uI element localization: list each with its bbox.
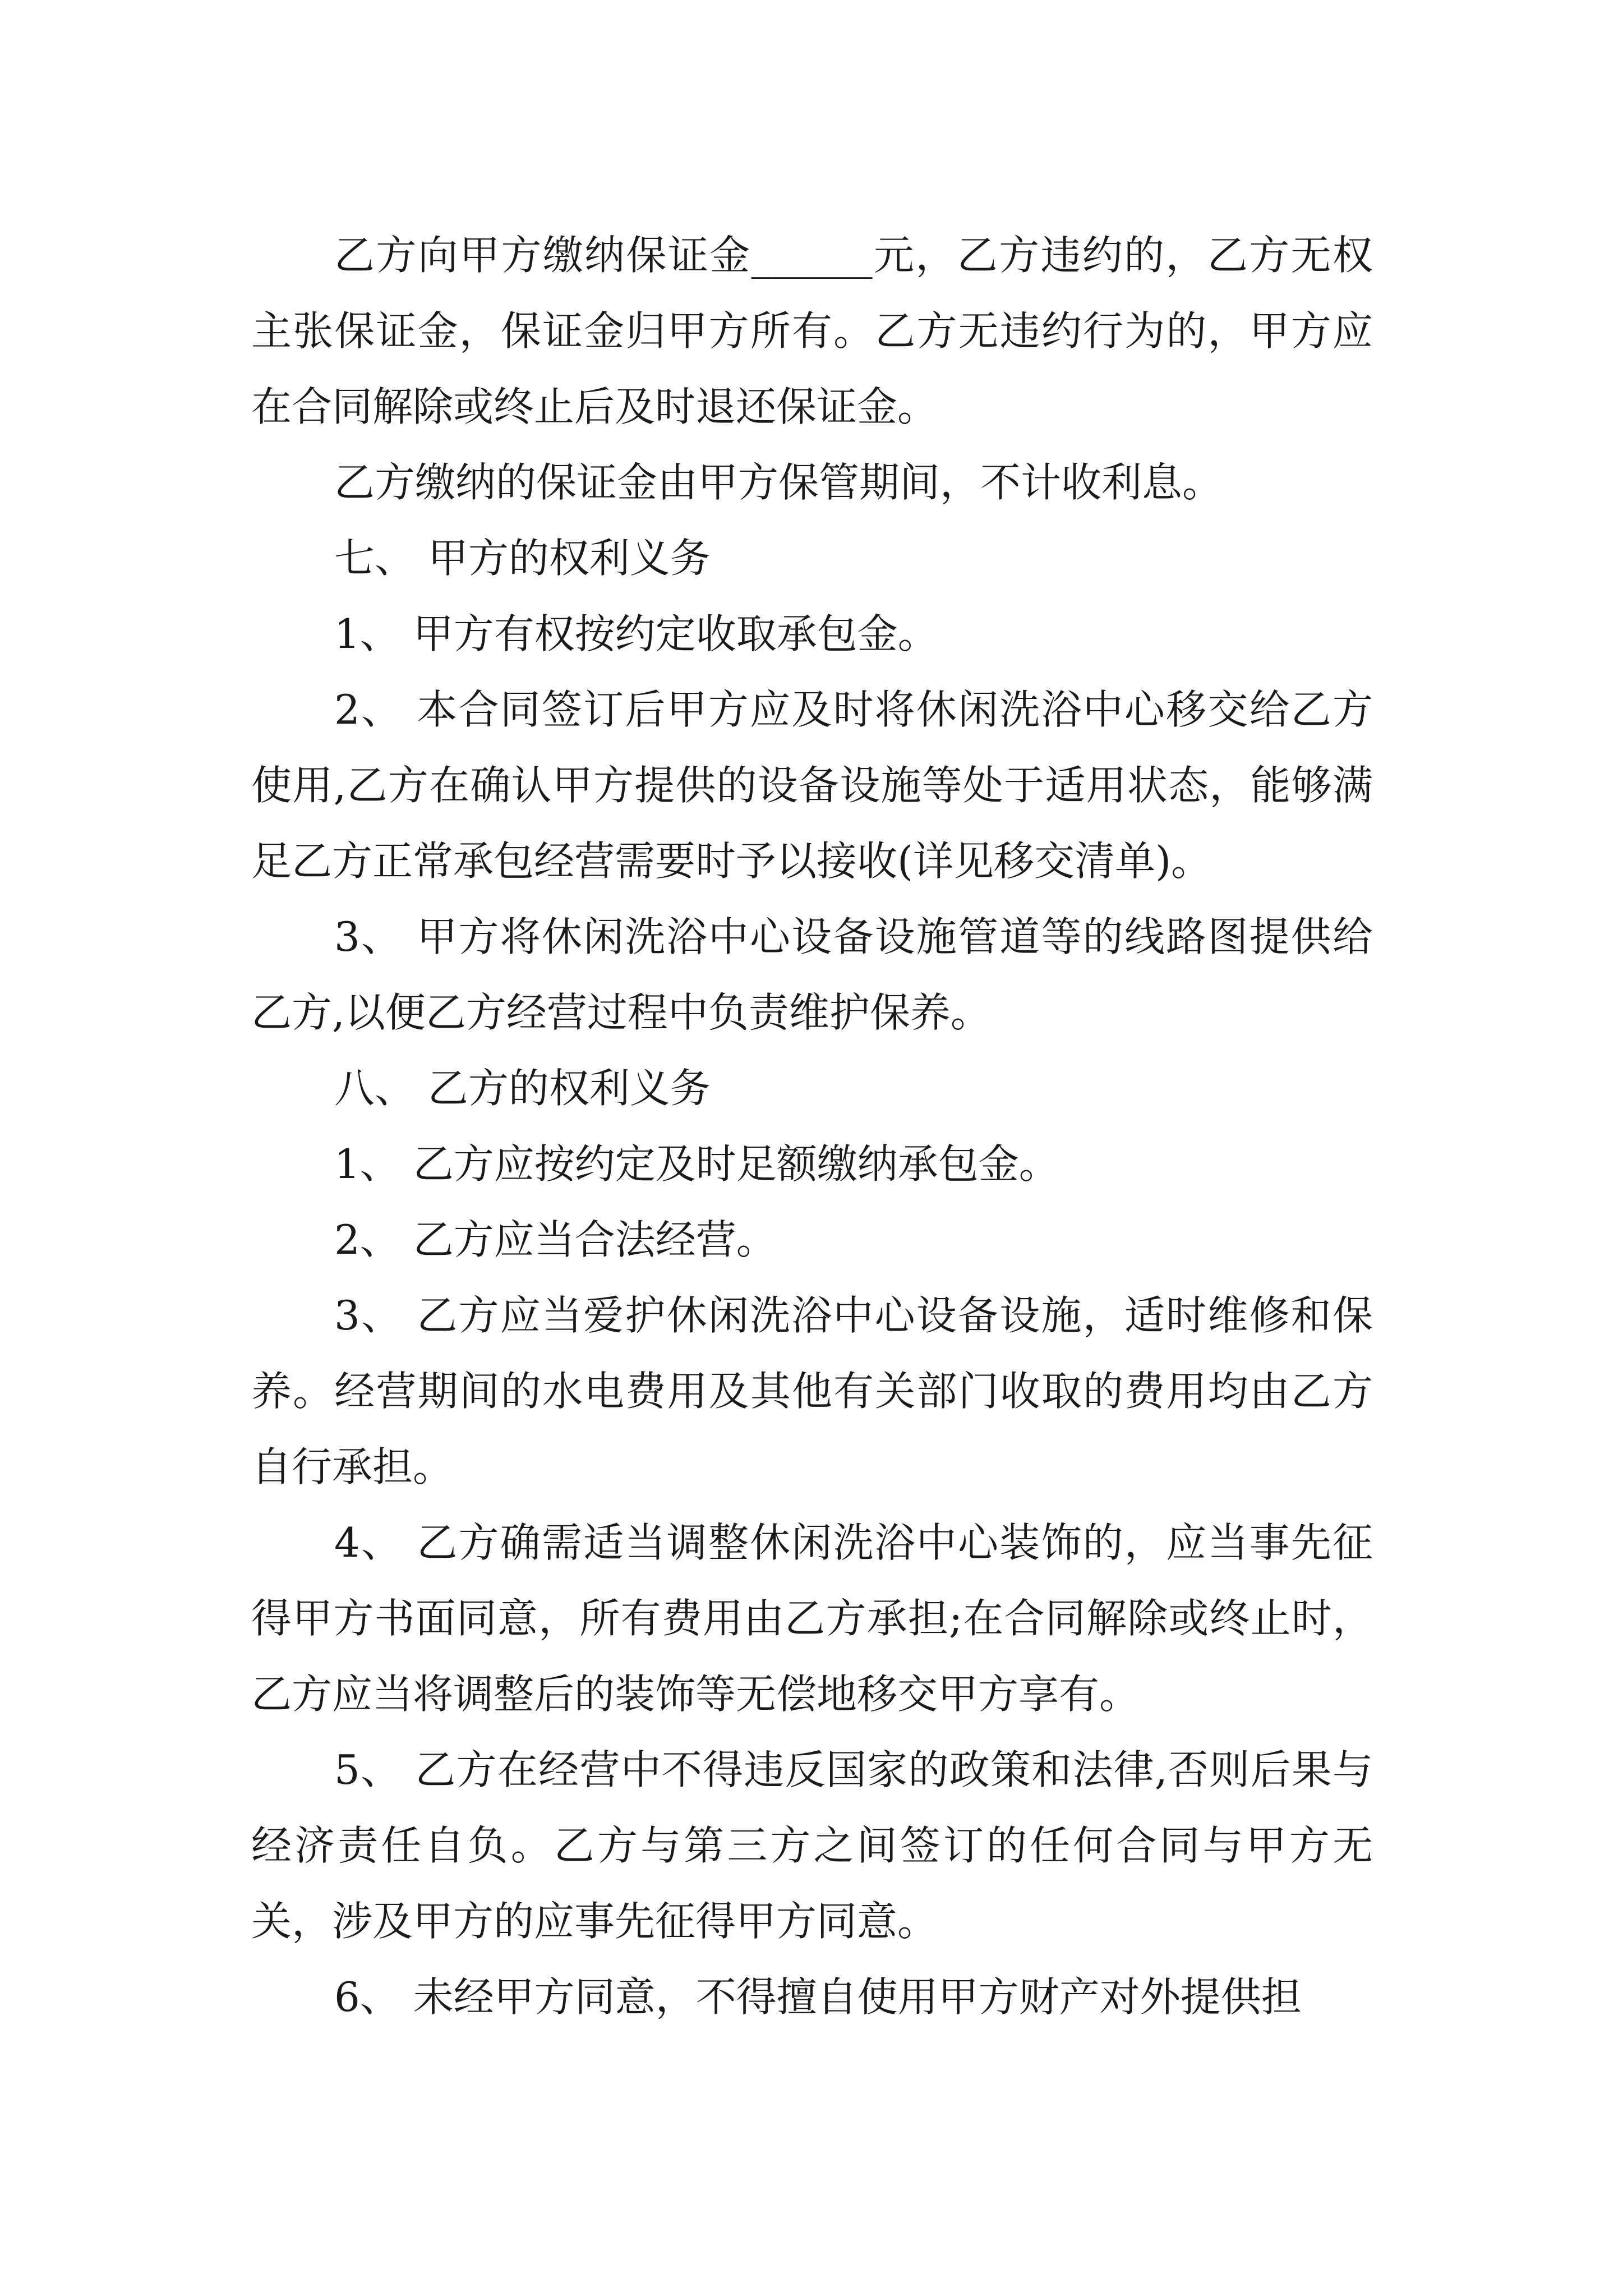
clause-a-1: 1、 甲方有权按约定收取承包金。 xyxy=(334,610,938,657)
section-heading-party-b: 八、 乙方的权利义务 xyxy=(334,1065,711,1112)
clause-b-6: 6、 未经甲方同意，不得擅自使用甲方财产对外提供担 xyxy=(334,1973,1302,2021)
clause-b-2: 2、 乙方应当合法经营。 xyxy=(334,1216,777,1263)
clause-a-3: 3、 甲方将休闲洗浴中心设备设施管道等的线路图提供给乙方,以便乙方经营过程中负责维护保养。 xyxy=(251,913,1373,1036)
clause-b-4: 4、 乙方确需适当调整休闲洗浴中心装饰的，应当事先征得甲方书面同意，所有费用由乙方承担;在合同解除或终止时，乙方应当将调整后的装饰等无偿地移交甲方享有。 xyxy=(251,1519,1373,1718)
clause-a-2: 2、 本合同签订后甲方应及时将休闲洗浴中心移交给乙方使用,乙方在确认甲方提供的设备设施等处于适用状态，能够满足乙方正常承包经营需要时予以接收(详见移交清单)。 xyxy=(251,686,1373,885)
clause-b-5: 5、 乙方在经营中不得违反国家的政策和法律,否则后果与经济责任自负。乙方与第三方之间签订的任何合同与甲方无关，涉及甲方的应事先征得甲方同意。 xyxy=(251,1746,1373,1945)
paragraph-deposit: 乙方向甲方缴纳保证金______元，乙方违约的，乙方无权主张保证金，保证金归甲方所有。乙方无违约行为的，甲方应在合同解除或终止后及时退还保证金。 xyxy=(251,232,1373,430)
clause-b-1: 1、 乙方应按约定及时足额缴纳承包金。 xyxy=(334,1140,1059,1188)
paragraph-deposit-interest: 乙方缴纳的保证金由甲方保管期间，不计收利息。 xyxy=(334,459,1223,506)
clause-b-3: 3、 乙方应当爱护休闲洗浴中心设备设施，适时维修和保养。经营期间的水电费用及其他有关部门收取的费用均由乙方自行承担。 xyxy=(251,1292,1373,1490)
document-body xyxy=(251,218,1373,2035)
section-heading-party-a: 七、 甲方的权利义务 xyxy=(334,535,711,582)
